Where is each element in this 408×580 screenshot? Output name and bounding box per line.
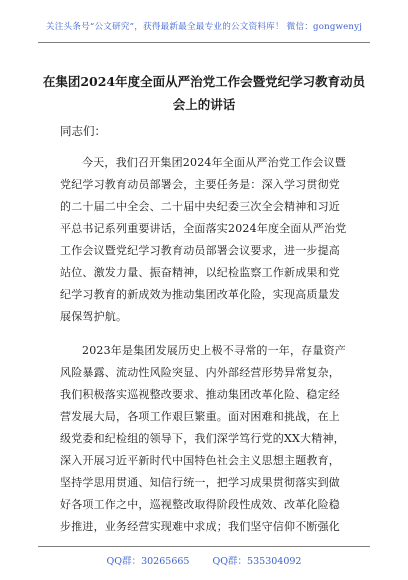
- paragraph-line: 坚持学思用贯通、知信行统一，把学习成果贯彻落实到做: [60, 476, 340, 489]
- footer-divider: [38, 546, 370, 547]
- header-note: 关注头条号“公文研究”，获得最新最全最专业的公文资料库！ 微信：gongwenyj: [45, 22, 363, 32]
- paragraph-line: 深入开展习近平新时代中国特色社会主义思想主题教育，: [60, 454, 340, 467]
- paragraph-line: 步推进，业务经营实现难中求成；我们坚守信仰不断强化: [60, 520, 340, 533]
- title-line: 在集团2024年度全面从严治党工作会暨党纪学习教育动员: [42, 74, 366, 89]
- title-line: 会上的讲话: [172, 97, 236, 112]
- paragraph-line: 纪学习教育的新成效为推动集团改革化险，实现高质量发: [60, 288, 340, 301]
- paragraph-line: 工作会议暨党纪学习教育动员部署会议要求，进一步提高: [60, 244, 340, 257]
- paragraph-line: 2023年是集团发展历史上极不寻常的一年，存量资产: [82, 344, 346, 357]
- paragraph-line: 风险暴露、流动性风险突显、内外部经营形势异常复杂，: [60, 366, 340, 379]
- paragraph-line: 展保驾护航。: [60, 310, 128, 323]
- document-title: [38, 70, 370, 116]
- paragraph-line: 站位、激发力量、振奋精神，以纪检监察工作新成果和党: [60, 266, 340, 279]
- paragraph-line: 党纪学习教育动员部署会，主要任务是：深入学习贯彻党: [60, 178, 340, 191]
- paragraph-line: 级党委和纪检组的领导下，我们深学笃行党的XX大精神，: [60, 432, 345, 445]
- salutation: 同志们：: [60, 124, 106, 138]
- paragraph-2: [60, 340, 360, 538]
- paragraph-line: 好各项工作之中，巡视整改取得阶段性成效、改革化险稳: [60, 498, 340, 511]
- paragraph-line: 我们积极落实巡视整改要求、推动集团改革化险、稳定经: [60, 388, 340, 401]
- footer-qq-group-1: QQ群：30265665: [106, 556, 190, 567]
- paragraph-line: 平总书记系列重要讲话，全面落实2024年度全面从严治党: [60, 222, 347, 235]
- footer-qq-group-2: QQ群：535304092: [212, 556, 302, 567]
- paragraph-1: [60, 152, 360, 328]
- header-divider: [38, 42, 370, 43]
- footer: [0, 553, 408, 567]
- paragraph-line: 营发展大局，各项工作艰巨繁重。面对困难和挑战，在上: [60, 410, 340, 423]
- paragraph-line: 的二十届二中全会、二十届中央纪委三次全会精神和习近: [60, 200, 340, 213]
- paragraph-line: 今天，我们召开集团2024年全面从严治党工作会议暨: [82, 156, 346, 169]
